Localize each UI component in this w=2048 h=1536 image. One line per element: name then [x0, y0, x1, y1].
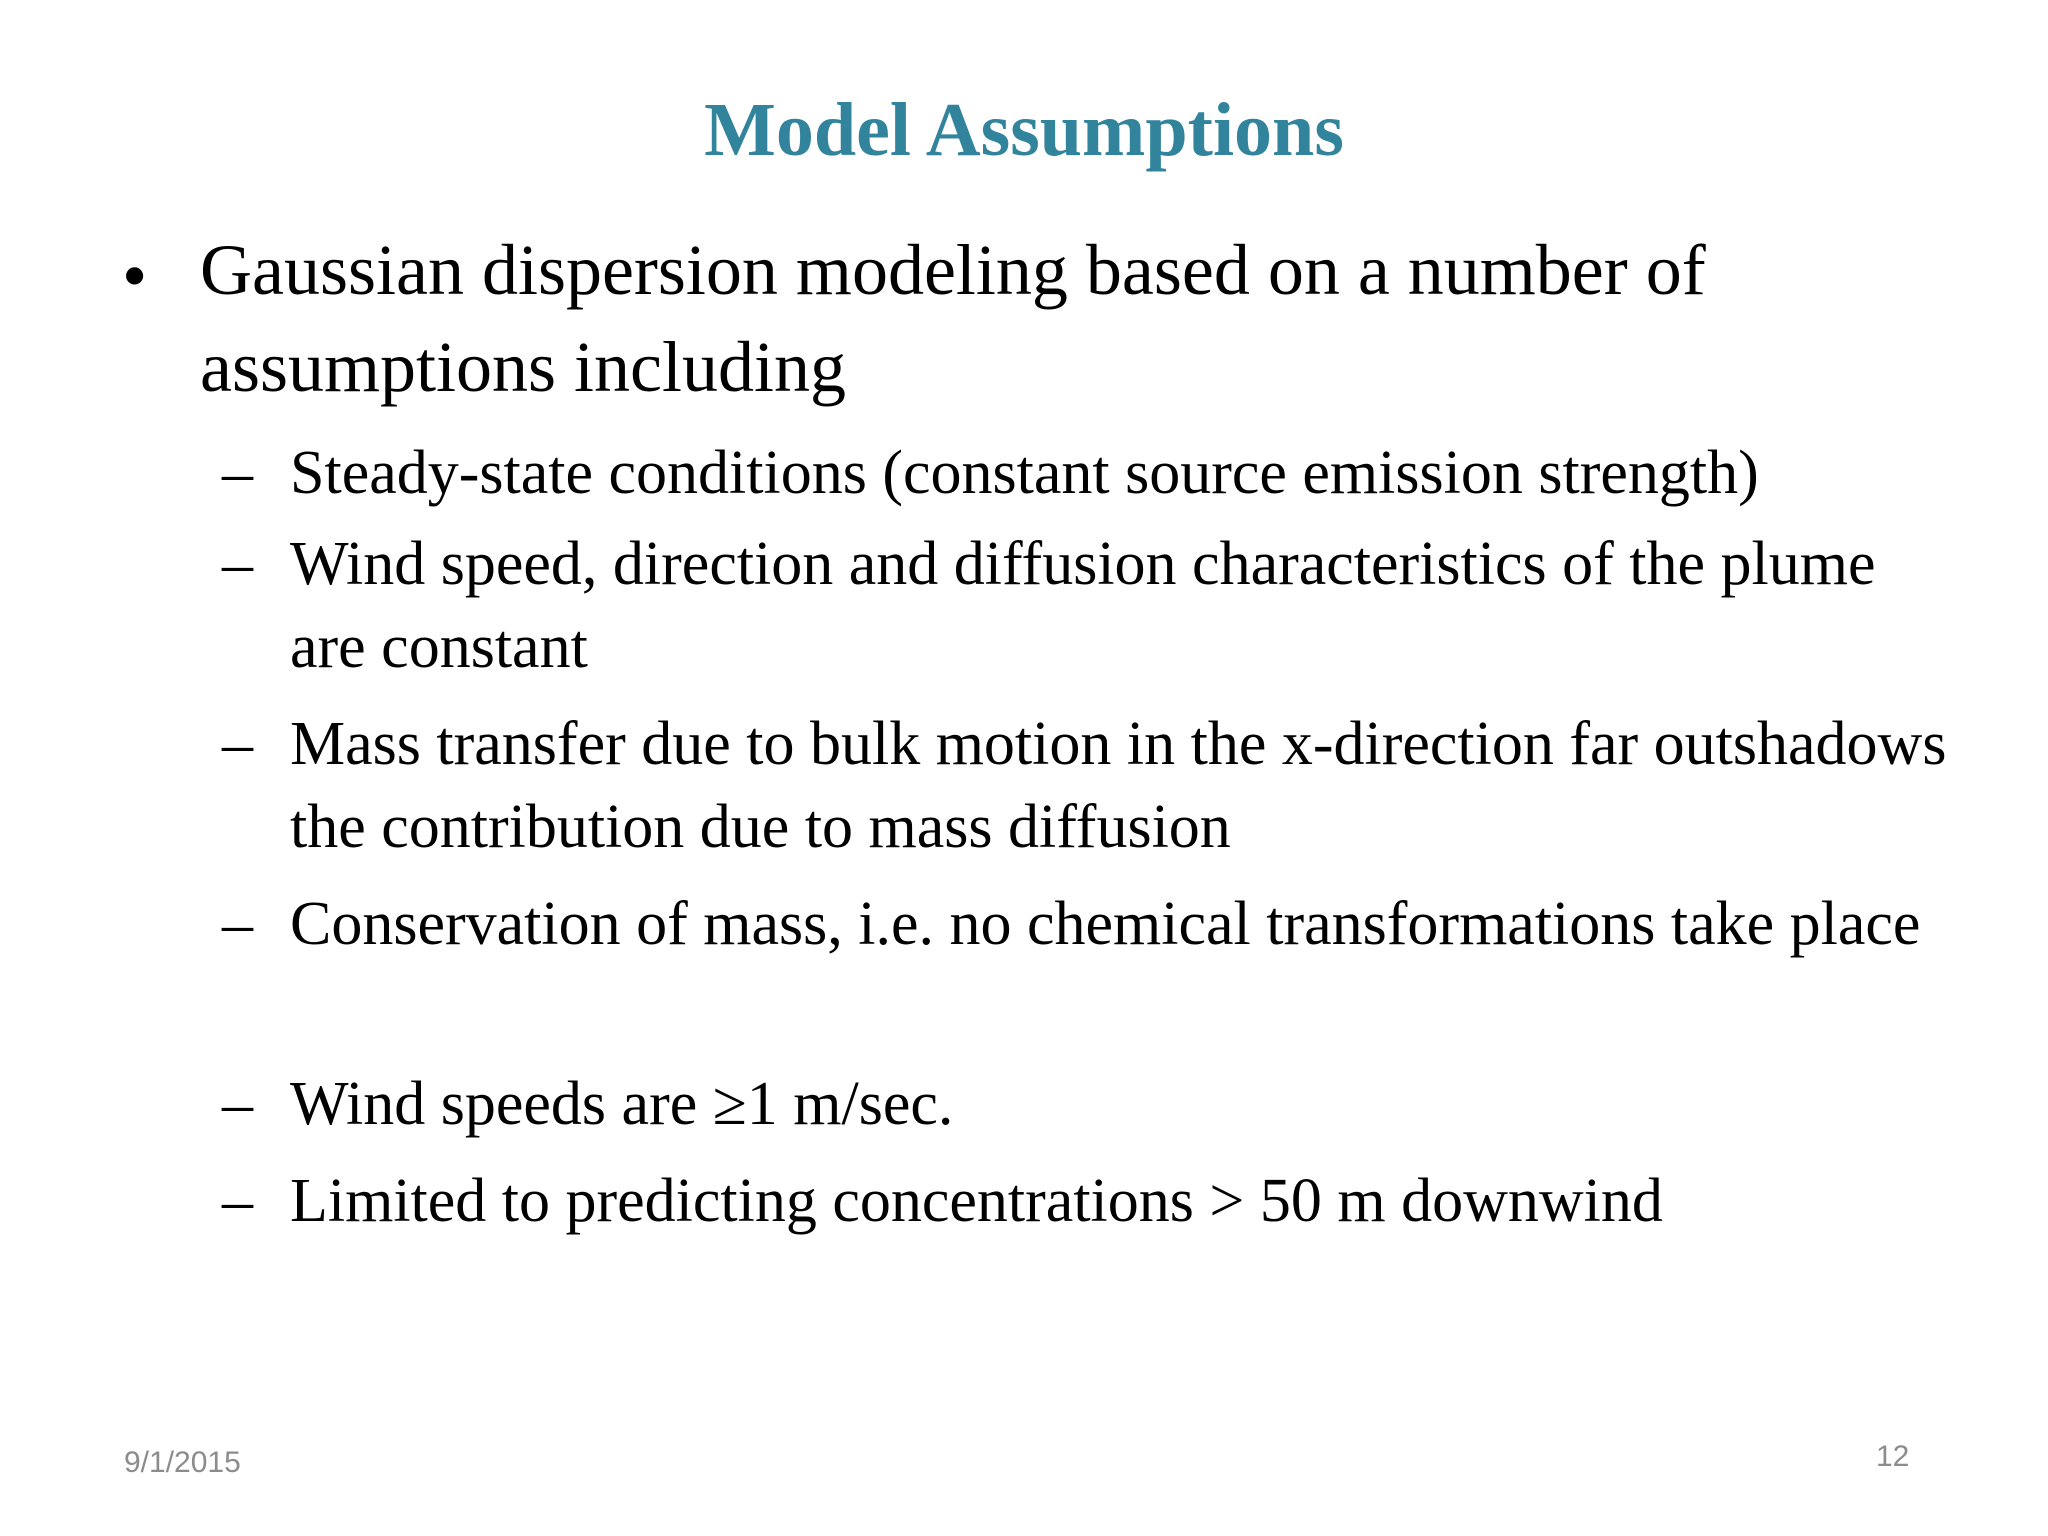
sub-bullet-text: Conservation of mass, i.e. no chemical transformations take place: [290, 890, 1921, 958]
dash-icon: –: [222, 890, 253, 958]
sub-bullet-text: Limited to predicting concentrations > 50 m downwind: [290, 1167, 1663, 1235]
sub-bullet-text: Wind speed, direction and diffusion characteristics of the plume are constant: [290, 530, 1876, 681]
slide-title: Model Assumptions: [704, 88, 1344, 172]
dash-icon: –: [222, 710, 253, 778]
page-number: 12: [1876, 1440, 1910, 1473]
sub-bullet-text: Wind speeds are ≥1 m/sec.: [290, 1070, 954, 1138]
footer-date: 9/1/2015: [124, 1446, 241, 1479]
dash-icon: –: [222, 439, 253, 507]
sub-bullet-text: Mass transfer due to bulk motion in the x-direction far outshadows the contribution due to mass diffusion: [290, 710, 1947, 861]
bullet-text: Gaussian dispersion modeling based on a number of assumptions including: [200, 230, 1706, 407]
bullet-icon: •: [122, 236, 148, 316]
dash-icon: –: [222, 1167, 253, 1235]
sub-bullet-text: Steady-state conditions (constant source emission strength): [290, 439, 1759, 507]
dash-icon: –: [222, 1070, 253, 1138]
dash-icon: –: [222, 530, 253, 598]
